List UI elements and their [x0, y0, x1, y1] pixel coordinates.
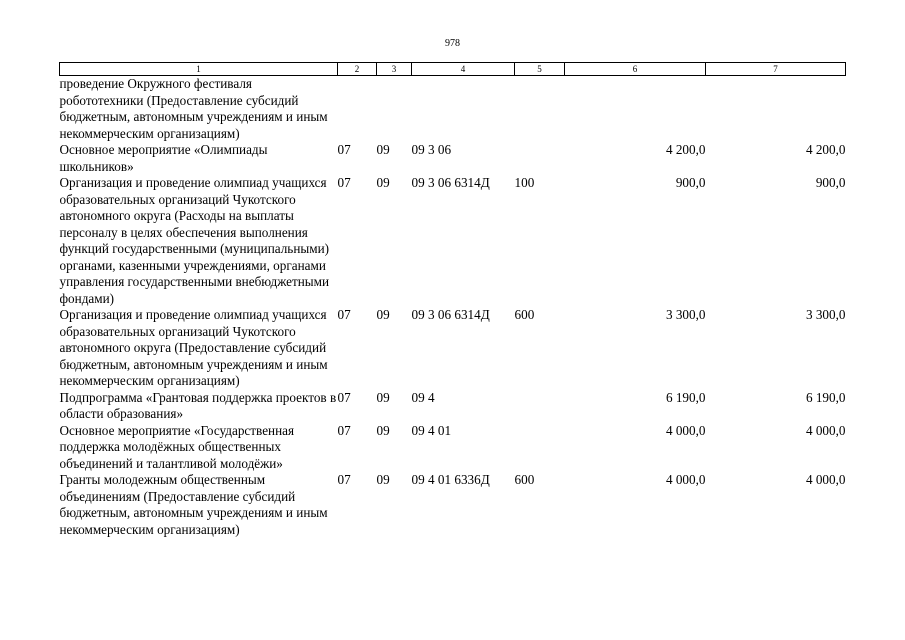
row-vr — [515, 142, 565, 175]
row-name: Организация и проведение олимпиад учащихся образовательных организаций Чукотского автономного округа (Предоставление субсидий бюджетным, автономным учреждениям и иным некоммерческим организациям) — [59, 307, 328, 388]
row-pr: 09 — [376, 307, 390, 322]
table-row — [60, 390, 846, 423]
row-pr: 09 — [376, 472, 390, 487]
row-rz: 07 — [337, 175, 351, 190]
row-rz: 07 — [337, 389, 351, 405]
row-sum-2 — [706, 76, 846, 143]
row-csr: 09 3 06 — [411, 142, 452, 157]
table-row — [60, 76, 846, 143]
row-csr: 09 4 01 — [411, 422, 452, 438]
row-sum-2: 900,0 — [815, 175, 846, 190]
row-pr: 09 — [376, 175, 390, 190]
header-col-2: 2 — [338, 63, 377, 76]
row-vr: 100 — [514, 175, 535, 190]
row-rz: 07 — [337, 422, 351, 438]
table-row — [60, 423, 846, 473]
row-sum-2: 4 200,0 — [805, 142, 846, 157]
row-sum-2: 4 000,0 — [805, 422, 846, 438]
row-rz — [338, 76, 377, 143]
header-col-7: 7 — [706, 63, 846, 76]
row-csr: 09 4 — [411, 389, 435, 405]
header-col-1: 1 — [60, 63, 338, 76]
table-row — [60, 472, 846, 538]
row-sum-2: 3 300,0 — [805, 307, 846, 322]
row-pr: 09 — [376, 389, 390, 405]
row-pr: 09 — [376, 142, 390, 157]
row-sum-1: 6 190,0 — [665, 389, 706, 405]
row-name: Организация и проведение олимпиад учащихся образовательных организаций Чукотского автономного округа (Расходы на выплаты персоналу в целях обеспечения выполнения функций государственными (муниципальными) органами, казенными учреждениями, органами управления государственными внебюджетными фондами) — [59, 175, 330, 306]
row-csr: 09 3 06 6314Д — [411, 175, 490, 190]
row-sum-1: 4 000,0 — [665, 472, 706, 487]
row-csr: 09 3 06 6314Д — [411, 307, 490, 322]
table-row — [60, 175, 846, 307]
header-col-6: 6 — [565, 63, 706, 76]
row-sum-1: 900,0 — [675, 175, 706, 190]
table-row — [60, 307, 846, 390]
row-vr — [515, 423, 565, 473]
budget-table — [59, 62, 846, 538]
row-name: Основное мероприятие «Государственная поддержка молодёжных общественных объединений и талантливой молодёжи» — [59, 422, 295, 471]
header-col-5: 5 — [515, 63, 565, 76]
row-sum-1: 3 300,0 — [665, 307, 706, 322]
row-csr: 09 4 01 6336Д — [411, 472, 490, 487]
table-header-row — [60, 63, 846, 76]
row-name: Гранты молодежным общественным объединениям (Предоставление субсидий бюджетным, автономным учреждениям и иным некоммерческим организациям) — [59, 472, 328, 537]
row-vr: 600 — [514, 472, 535, 487]
row-rz: 07 — [337, 472, 351, 487]
row-csr — [412, 76, 515, 143]
row-pr — [377, 76, 412, 143]
row-sum-1: 4 000,0 — [665, 422, 706, 438]
row-vr: 600 — [514, 307, 535, 322]
row-sum-1 — [565, 76, 706, 143]
row-name: проведение Окружного фестиваля робототехники (Предоставление субсидий бюджетным, автономным учреждениям и иным некоммерческим организациям) — [59, 76, 328, 141]
row-vr — [515, 76, 565, 143]
row-name: Основное мероприятие «Олимпиады школьников» — [59, 142, 268, 174]
header-col-3: 3 — [377, 63, 412, 76]
row-rz: 07 — [337, 142, 351, 157]
row-sum-1: 4 200,0 — [665, 142, 706, 157]
row-rz: 07 — [337, 307, 351, 322]
row-vr — [515, 390, 565, 423]
header-col-4: 4 — [412, 63, 515, 76]
page-number: 978 — [445, 38, 460, 49]
row-pr: 09 — [376, 422, 390, 438]
row-name: Подпрограмма «Грантовая поддержка проектов в области образования» — [59, 389, 337, 421]
row-sum-2: 6 190,0 — [805, 389, 846, 405]
table-row — [60, 142, 846, 175]
row-sum-2: 4 000,0 — [805, 472, 846, 487]
